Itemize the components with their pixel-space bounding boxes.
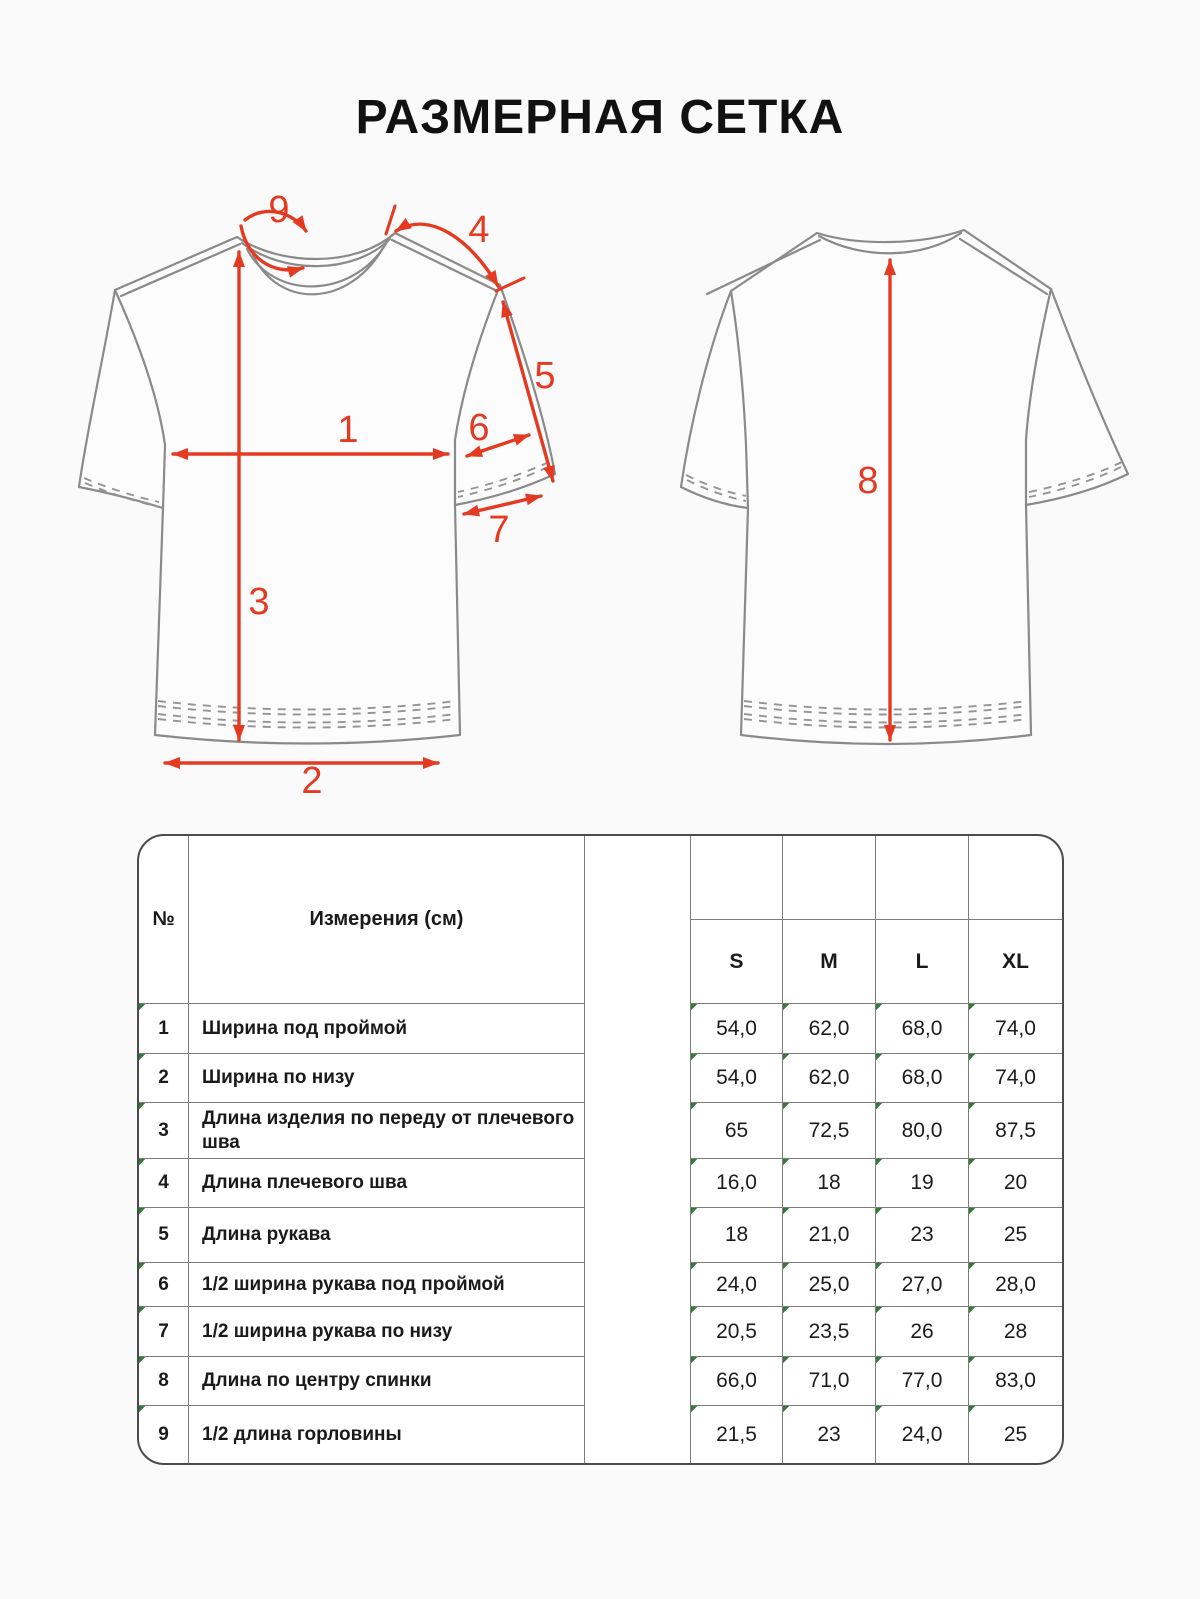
size-value-xl: 87,5 (969, 1103, 1062, 1159)
label-3: 3 (248, 581, 270, 623)
label-6: 6 (468, 407, 490, 449)
measurement-name: 1/2 длина горловины (189, 1406, 585, 1463)
size-value-s: 18 (691, 1208, 783, 1263)
col-header-measure: Измерения (см) (189, 836, 585, 1004)
size-value-xl: 25 (969, 1208, 1062, 1263)
row-number: 7 (139, 1307, 189, 1357)
size-header-s: S (691, 920, 783, 1004)
measurement-name: Ширина под проймой (189, 1004, 585, 1054)
measurement-name: 1/2 ширина рукава по низу (189, 1307, 585, 1357)
size-value-s: 66,0 (691, 1357, 783, 1406)
size-value-xl: 28,0 (969, 1263, 1062, 1307)
row-number: 4 (139, 1159, 189, 1208)
size-value-xl: 25 (969, 1406, 1062, 1463)
size-value-s: 24,0 (691, 1263, 783, 1307)
size-value-m: 21,0 (783, 1208, 876, 1263)
label-2: 2 (301, 760, 323, 802)
size-value-s: 21,5 (691, 1406, 783, 1463)
size-value-m: 23,5 (783, 1307, 876, 1357)
measure-tick-4a (386, 206, 395, 234)
empty-header-cell (969, 836, 1062, 920)
size-value-l: 80,0 (876, 1103, 969, 1159)
measurement-name: Длина изделия по переду от плечевого шва (189, 1103, 585, 1159)
front-shirt-outline (79, 233, 555, 744)
measurement-name: Длина рукава (189, 1208, 585, 1263)
size-value-l: 26 (876, 1307, 969, 1357)
back-view-drawing (630, 190, 1150, 810)
label-8: 8 (857, 460, 879, 502)
label-9: 9 (268, 190, 290, 231)
row-number: 5 (139, 1208, 189, 1263)
measurement-name: Ширина по низу (189, 1054, 585, 1103)
table-gap-column (585, 836, 691, 1463)
label-5: 5 (534, 355, 556, 397)
row-number: 8 (139, 1357, 189, 1406)
size-value-l: 77,0 (876, 1357, 969, 1406)
row-number: 9 (139, 1406, 189, 1463)
size-value-xl: 20 (969, 1159, 1062, 1208)
size-value-l: 27,0 (876, 1263, 969, 1307)
size-value-s: 54,0 (691, 1004, 783, 1054)
size-table (137, 834, 1064, 1465)
label-7: 7 (488, 509, 510, 551)
empty-header-cell (691, 836, 783, 920)
label-4: 4 (468, 209, 490, 251)
size-value-xl: 83,0 (969, 1357, 1062, 1406)
size-value-l: 19 (876, 1159, 969, 1208)
empty-header-cell (876, 836, 969, 920)
size-header-l: L (876, 920, 969, 1004)
label-1: 1 (337, 409, 359, 451)
size-value-m: 62,0 (783, 1004, 876, 1054)
size-value-l: 24,0 (876, 1406, 969, 1463)
size-value-s: 54,0 (691, 1054, 783, 1103)
empty-header-cell (783, 836, 876, 920)
measurement-name: 1/2 ширина рукава под проймой (189, 1263, 585, 1307)
row-number: 3 (139, 1103, 189, 1159)
front-view-drawing (55, 190, 575, 810)
row-number: 1 (139, 1004, 189, 1054)
size-value-xl: 74,0 (969, 1054, 1062, 1103)
col-header-number: № (139, 836, 189, 1004)
measurement-name: Длина по центру спинки (189, 1357, 585, 1406)
size-value-s: 20,5 (691, 1307, 783, 1357)
size-value-m: 23 (783, 1406, 876, 1463)
size-value-s: 65 (691, 1103, 783, 1159)
size-value-s: 16,0 (691, 1159, 783, 1208)
row-number: 2 (139, 1054, 189, 1103)
row-number: 6 (139, 1263, 189, 1307)
size-value-m: 62,0 (783, 1054, 876, 1103)
size-value-l: 23 (876, 1208, 969, 1263)
size-value-m: 18 (783, 1159, 876, 1208)
size-value-l: 68,0 (876, 1054, 969, 1103)
size-value-xl: 74,0 (969, 1004, 1062, 1054)
size-header-m: M (783, 920, 876, 1004)
size-value-m: 25,0 (783, 1263, 876, 1307)
measurement-name: Длина плечевого шва (189, 1159, 585, 1208)
size-value-m: 72,5 (783, 1103, 876, 1159)
size-value-xl: 28 (969, 1307, 1062, 1357)
page-title: РАЗМЕРНАЯ СЕТКА (355, 91, 845, 144)
size-header-xl: XL (969, 920, 1062, 1004)
size-value-m: 71,0 (783, 1357, 876, 1406)
size-value-l: 68,0 (876, 1004, 969, 1054)
